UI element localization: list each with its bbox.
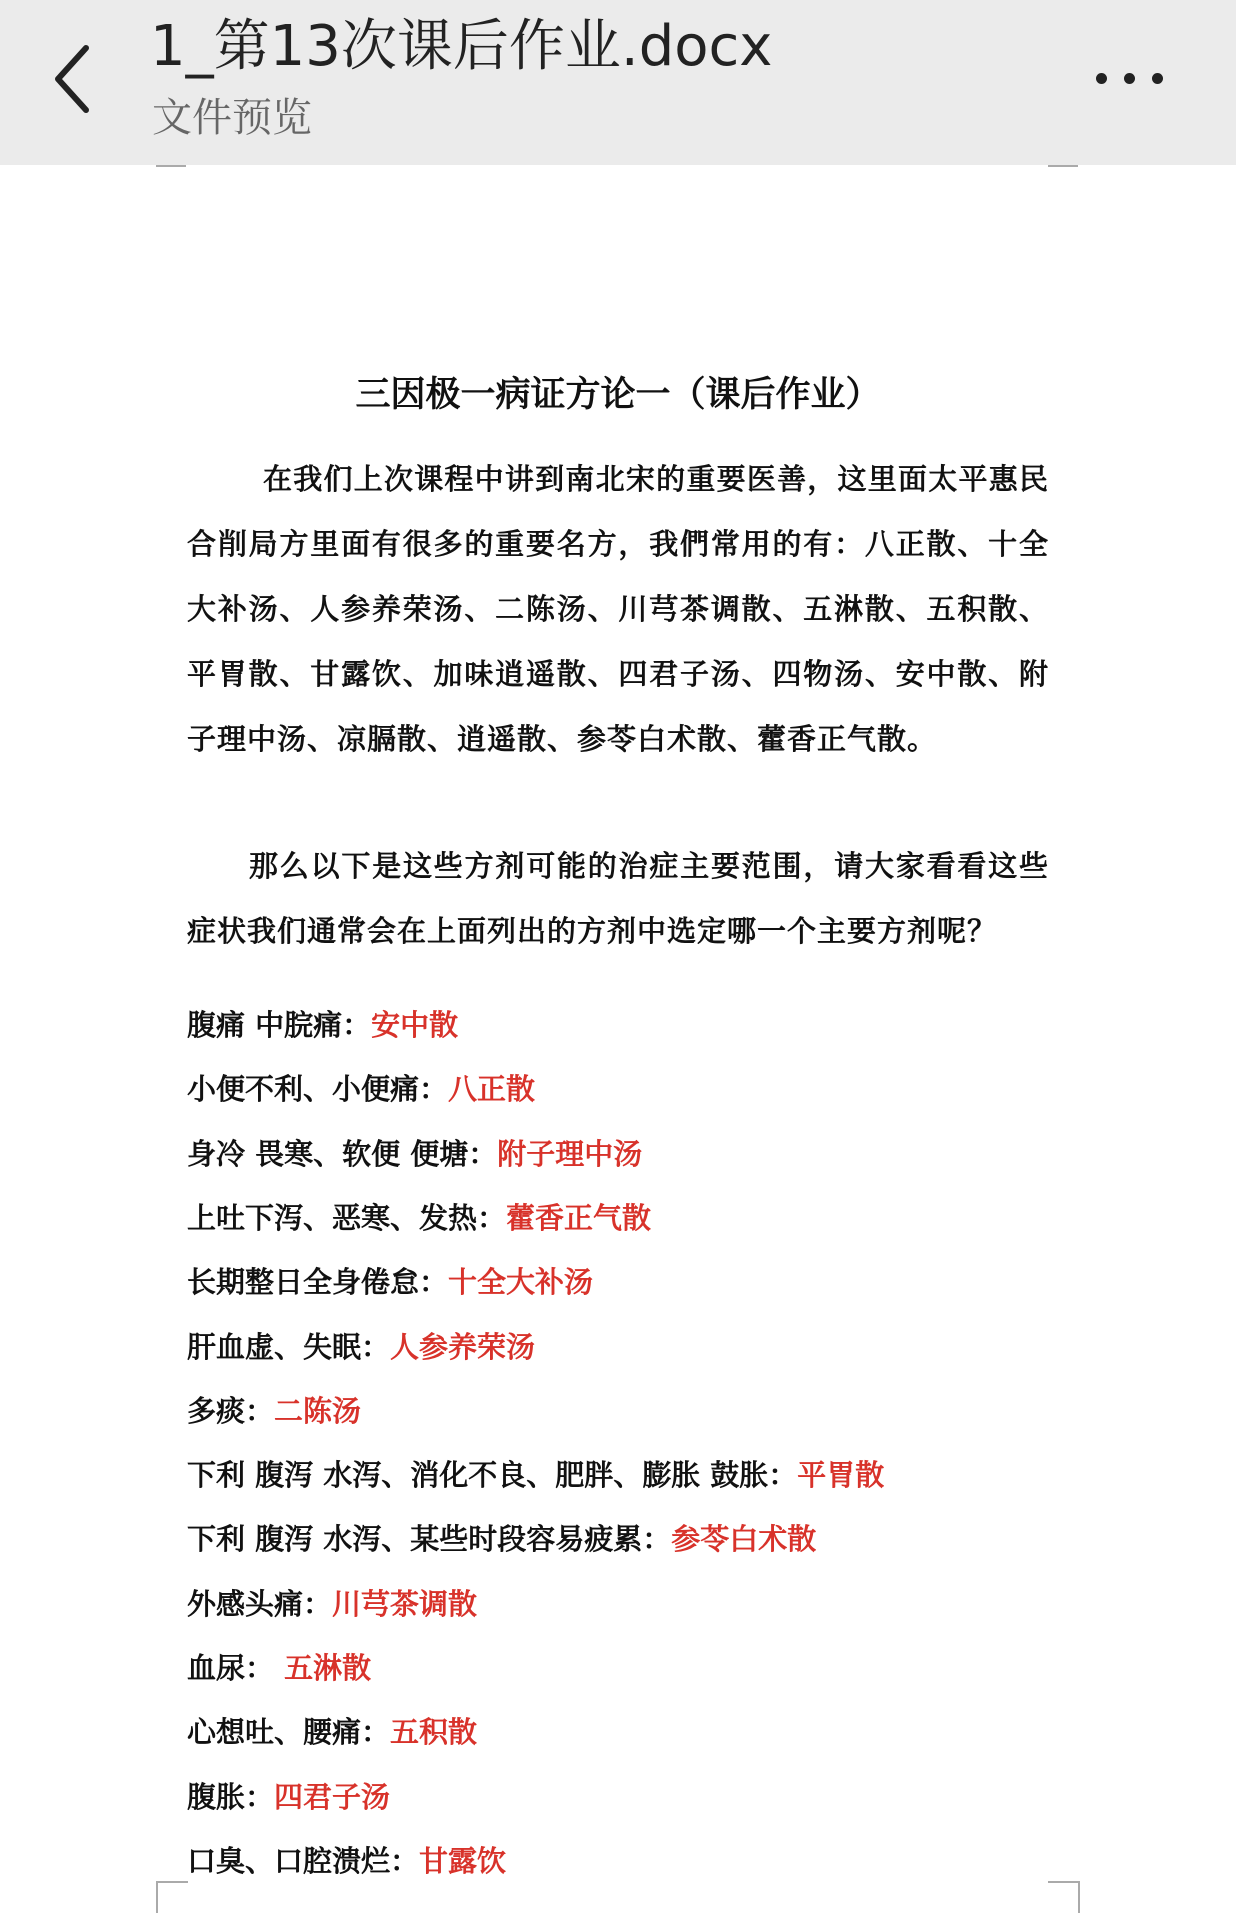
symptom-text: 长期整日全身倦怠： — [187, 1265, 449, 1300]
formula-answer: 安中散 — [371, 1008, 459, 1042]
file-subtitle: 文件预览 — [152, 95, 312, 141]
answer-line — [187, 1188, 651, 1248]
file-title: 1_第13次课后作业.docx — [150, 14, 773, 79]
symptom-text: 小便不利、小便痛： — [187, 1072, 449, 1107]
answer-line — [187, 1445, 884, 1505]
formula-answer: 参苓白术散 — [671, 1522, 817, 1557]
answer-line — [187, 1509, 816, 1569]
symptom-text: 身冷 畏寒、软便 便塘： — [187, 1136, 498, 1171]
page-corner-mark — [156, 165, 186, 167]
answer-line — [187, 1317, 535, 1377]
formula-answer: 八正散 — [448, 1072, 536, 1107]
formula-answer: 四君子汤 — [274, 1779, 391, 1814]
answer-line — [187, 1831, 506, 1891]
formula-answer: 甘露饮 — [419, 1843, 507, 1878]
app-header — [0, 0, 1236, 165]
answer-line — [187, 1767, 390, 1827]
formula-answer: 人参养荣汤 — [390, 1329, 536, 1364]
answer-line — [187, 1059, 535, 1119]
chevron-left-icon — [52, 44, 92, 114]
symptom-text: 多痰： — [187, 1393, 275, 1428]
answer-line — [187, 1252, 593, 1312]
formula-answer: 五积散 — [390, 1715, 478, 1750]
formula-answer: 藿香正气散 — [506, 1200, 652, 1235]
formula-answer: 附子理中汤 — [497, 1136, 643, 1171]
page-corner-mark — [1048, 165, 1078, 167]
formula-answer: 川芎茶调散 — [332, 1586, 478, 1621]
symptom-text: 肝血虚、失眠： — [187, 1329, 391, 1364]
answer-line — [187, 995, 458, 1055]
answer-line — [187, 1702, 477, 1762]
symptom-text: 腹胀： — [187, 1779, 275, 1814]
formula-answer: 二陈汤 — [274, 1393, 362, 1428]
symptom-text: 口臭、口腔溃烂： — [187, 1843, 420, 1878]
paragraph-question: 那么以下是这些方剂可能的治症主要范围，请大家看看这些症状我们通常会在上面列出的方剂中选定哪一个主要方剂呢？ — [187, 849, 1049, 948]
page-corner-mark — [156, 1881, 188, 1913]
symptom-text: 下利 腹泻 水泻、某些时段容易疲累： — [187, 1522, 672, 1557]
document-title: 三因极一病证方论一（课后作业） — [355, 375, 881, 415]
page-corner-mark — [1048, 1881, 1080, 1913]
formula-answer: 五淋散 — [284, 1651, 372, 1685]
symptom-text: 心想吐、腰痛： — [187, 1715, 391, 1750]
answer-line — [187, 1124, 642, 1184]
symptom-text: 血尿： — [187, 1651, 285, 1685]
formula-answer: 平胃散 — [797, 1458, 885, 1493]
symptom-text: 外感头痛： — [187, 1586, 333, 1621]
formula-answer: 十全大补汤 — [448, 1265, 594, 1300]
back-button[interactable] — [40, 30, 110, 130]
symptom-text: 下利 腹泻 水泻、消化不良、肥胖、膨胀 鼓胀： — [187, 1458, 798, 1493]
document-page[interactable] — [0, 165, 1236, 1911]
answer-line — [187, 1381, 361, 1441]
answer-line — [187, 1574, 477, 1634]
symptom-text: 上吐下泻、恶寒、发热： — [187, 1200, 507, 1235]
answer-line — [187, 1638, 371, 1698]
more-button[interactable] — [1080, 45, 1180, 105]
paragraph-intro: 在我们上次课程中讲到南北宋的重要医善，这里面太平惠民合削局方里面有很多的重要名方，我們常用的有：八正散、十全大补汤、人参养荣汤、二陈汤、川芎茶调散、五淋散、五积散、平胃散、甘露饮、加味逍遥散、四君子汤、四物汤、安中散、附子理中汤、凉膈散、逍遥散、参苓白术散、藿香正气散。 — [187, 462, 1049, 756]
symptom-text: 腹痛 中脘痛： — [187, 1008, 372, 1042]
